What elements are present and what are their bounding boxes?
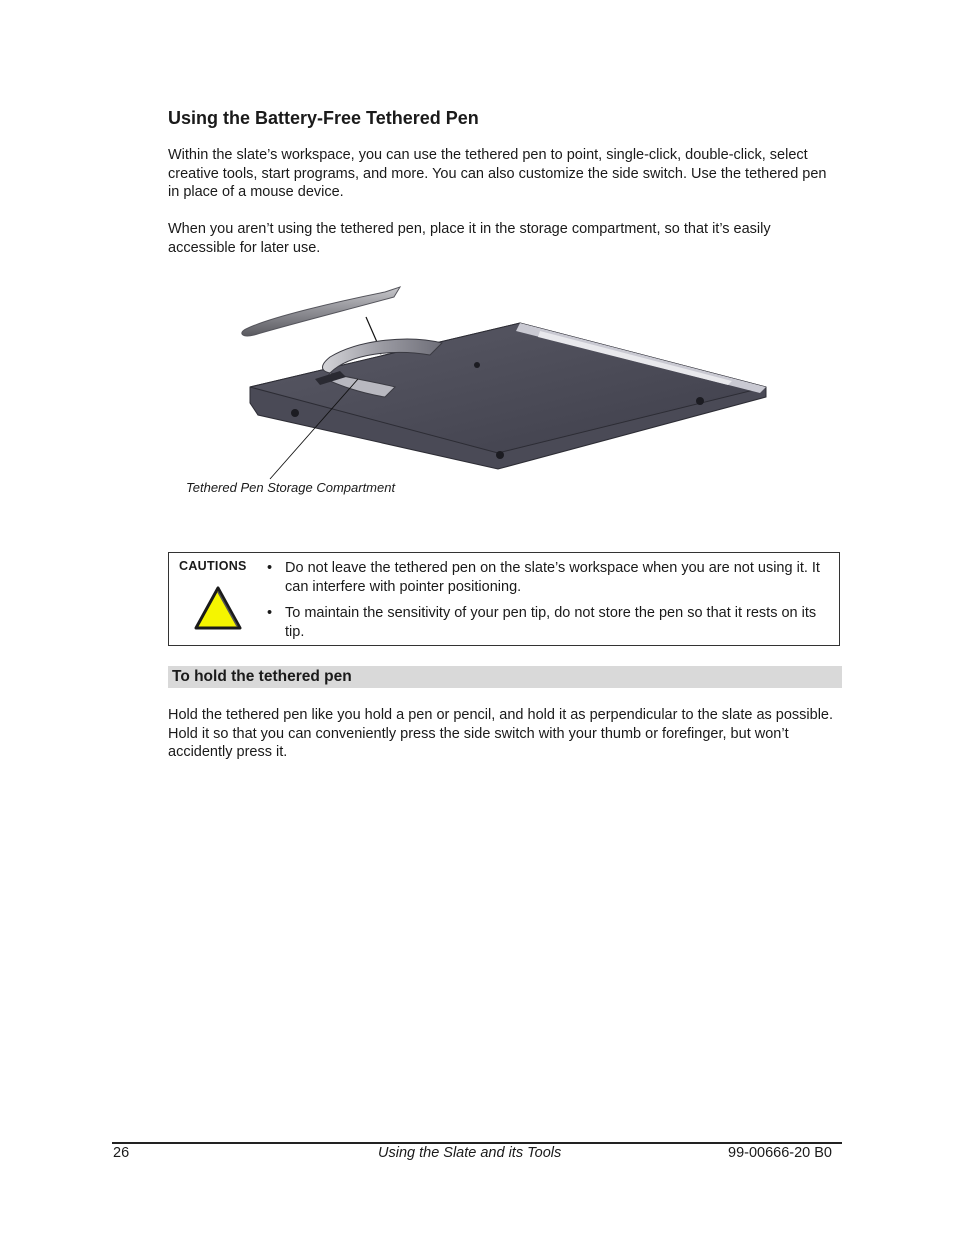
pen-shape [242,287,400,336]
slate-with-pen-drawing [180,283,780,503]
cautions-box [168,552,840,646]
intro-paragraph: Within the slate’s workspace, you can use the tethered pen to point, single-click, double-click, select creative tools, start programs, and more. You can also customize the side switch. Use the tethered pen in place of a mouse device. [168,147,827,201]
section-title: Using the Battery-Free Tethered Pen [168,108,479,128]
cautions-label: CAUTIONS [179,559,247,573]
caution-item: • Do not leave the tethered pen on the slate’s workspace when you are not using it. It can interfere with pointer positioning. [267,560,820,595]
hold-pen-paragraph: Hold the tethered pen like you hold a pen or pencil, and hold it as perpendicular to the slate as possible. Hold it so that you can conveniently press the side switch with your thumb or forefinger, but won’t accidently press it. [168,707,834,761]
subsection-heading: To hold the tethered pen [168,666,842,688]
figure-caption: Tethered Pen Storage Compartment [186,480,396,495]
caution-item: • To maintain the sensitivity of your pen tip, do not store the pen so that it rests on its tip. [267,605,817,640]
warning-triangle-icon [193,585,243,633]
page-number: 26 [113,1145,130,1161]
document-id: 99-00666-20 B0 [728,1145,832,1161]
chapter-title: Using the Slate and its Tools [378,1145,562,1161]
slate-illustration [180,283,780,503]
cautions-list [267,559,837,649]
storage-paragraph: When you aren’t using the tethered pen, place it in the storage compartment, so that it’s easily accessible for later use. [168,221,771,256]
